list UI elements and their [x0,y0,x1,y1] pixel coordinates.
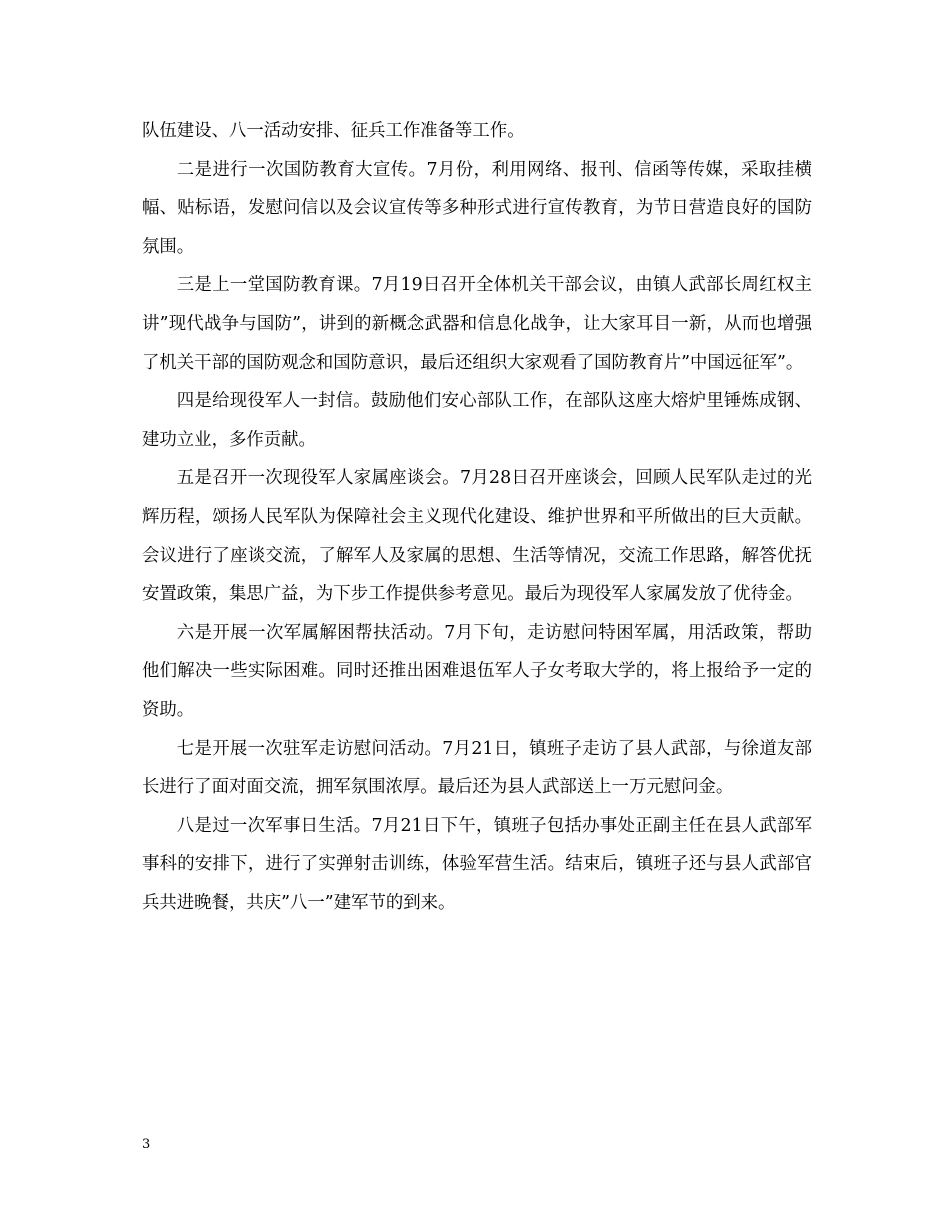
body-text [142,112,812,922]
paragraph-7: 七是开展一次驻军走访慰问活动。7月21日，镇班子走访了县人武部，与徐道友部长进行了面对面交流，拥军氛围浓厚。最后还为县人武部送上一万元慰问金。 [142,738,812,798]
page-number: 3 [142,1137,151,1152]
paragraph-8: 八是过一次军事日生活。7月21日下午，镇班子包括办事处正副主任在县人武部军事科的安排下，进行了实弹射击训练，体验军营生活。结束后，镇班子还与县人武部官兵共进晚餐，共庆”八一”建军节的到来。 [142,815,812,913]
paragraph-6: 六是开展一次军属解困帮扶活动。7月下旬，走访慰问特困军属，用活政策，帮助他们解决一些实际困难。同时还推出困难退伍军人子女考取大学的，将上报给予一定的资助。 [142,622,812,720]
paragraph-2: 二是进行一次国防教育大宣传。7月份，利用网络、报刊、信函等传媒，采取挂横幅、贴标语，发慰问信以及会议宣传等多种形式进行宣传教育，为节日营造良好的国防氛围。 [142,159,812,257]
paragraph-continuation: 队伍建设、八一活动安排、征兵工作准备等工作。 [142,121,525,141]
paragraph-4: 四是给现役军人一封信。鼓励他们安心部队工作，在部队这座大熔炉里锤炼成钢、建功立业，多作贡献。 [142,391,812,450]
paragraph-5: 五是召开一次现役军人家属座谈会。7月28日召开座谈会，回顾人民军队走过的光辉历程，颂扬人民军队为保障社会主义现代化建设、维护世界和平所做出的巨大贡献。会议进行了座谈交流，了解军人及家属的思想、生活等情况，交流工作思路，解答优抚安置政策，集思广益，为下步工作提供参考意见。最后为现役军人家属发放了优待金。 [142,468,812,605]
paragraph-3: 三是上一堂国防教育课。7月19日召开全体机关干部会议，由镇人武部长周红权主讲”现代战争与国防”，讲到的新概念武器和信息化战争，让大家耳目一新，从而也增强了机关干部的国防观念和国防意识，最后还组织大家观看了国防教育片”中国远征军”。 [142,275,812,373]
